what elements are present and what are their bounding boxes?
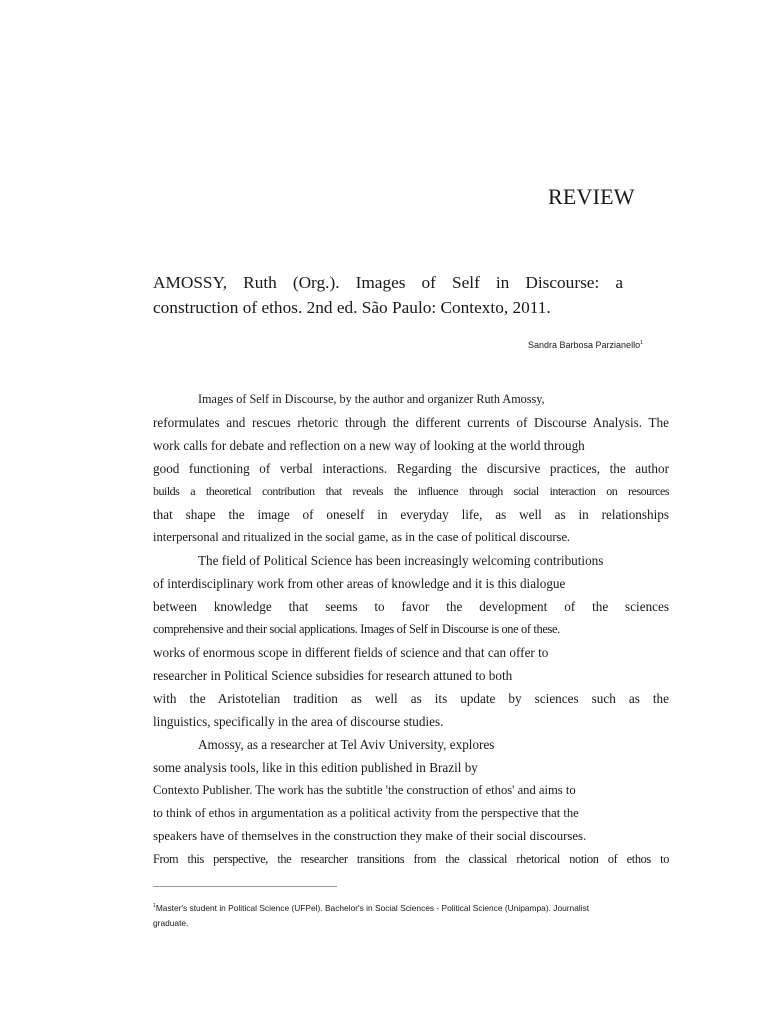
body-line: Contexto Publisher. The work has the subtitle 'the construction of ethos' and aims to (153, 783, 576, 797)
footnote-mark: 1 (153, 903, 156, 910)
review-body (153, 388, 669, 871)
body-line: work calls for debate and reflection on a new way of looking at the world through (153, 438, 585, 453)
body-line: The field of Political Science has been increasingly welcoming contributions (198, 553, 604, 568)
body-line: works of enormous scope in different fields of science and that can offer to (153, 645, 549, 660)
body-line: researcher in Political Science subsidies for research attuned to both (153, 668, 513, 683)
author-name (528, 340, 643, 350)
body-line: Images of Self in Discourse, by the author and organizer Ruth Amossy, (198, 392, 545, 406)
body-line: comprehensive and their social applications. Images of Self in Discourse is one of these. (153, 622, 560, 636)
review-heading: REVIEW (548, 184, 635, 209)
body-line: of interdisciplinary work from other areas of knowledge and it is this dialogue (153, 576, 566, 591)
citation-line: construction of ethos. 2nd ed. São Paulo: Contexto, 2011. (153, 298, 551, 317)
footnote (153, 901, 643, 931)
body-line: builds a theoretical contribution that reveals the influence through social interaction on resources (153, 484, 669, 498)
body-line: that shape the image of oneself in everyday life, as well as in relationships (153, 507, 669, 522)
book-citation (153, 270, 623, 320)
body-line: speakers have of themselves in the construction they make of their social discourses. (153, 829, 587, 843)
footnote-line: graduate. (153, 918, 189, 928)
footnote-text: Master's student in Political Science (UFPel). Bachelor's in Social Sciences - Political Science (Unipampa). Journalist (155, 903, 590, 913)
body-line: reformulates and rescues rhetoric through the different currents of Discourse Analysis. The (153, 415, 669, 430)
body-line: with the Aristotelian tradition as well as its update by sciences such as the (153, 691, 669, 706)
citation-line: AMOSSY, Ruth (Org.). Images of Self in Discourse: a (153, 273, 623, 292)
body-line: Amossy, as a researcher at Tel Aviv University, explores (198, 737, 495, 752)
body-line: From this perspective, the researcher transitions from the classical rhetorical notion of ethos to (153, 852, 669, 866)
body-line: to think of ethos in argumentation as a political activity from the perspective that the (153, 806, 579, 820)
author-name-text: Sandra Barbosa Parzianello (528, 340, 641, 350)
footnote-line (153, 901, 643, 916)
body-line: linguistics, specifically in the area of discourse studies. (153, 714, 444, 729)
body-line: good functioning of verbal interactions. Regarding the discursive practices, the author (153, 461, 669, 476)
body-line: interpersonal and ritualized in the social game, as in the case of political discourse. (153, 530, 571, 544)
body-line: between knowledge that seems to favor the development of the sciences (153, 599, 669, 614)
body-line: some analysis tools, like in this edition published in Brazil by (153, 760, 478, 775)
footnote-reference: 1 (640, 340, 644, 346)
footnote-separator (153, 886, 337, 887)
